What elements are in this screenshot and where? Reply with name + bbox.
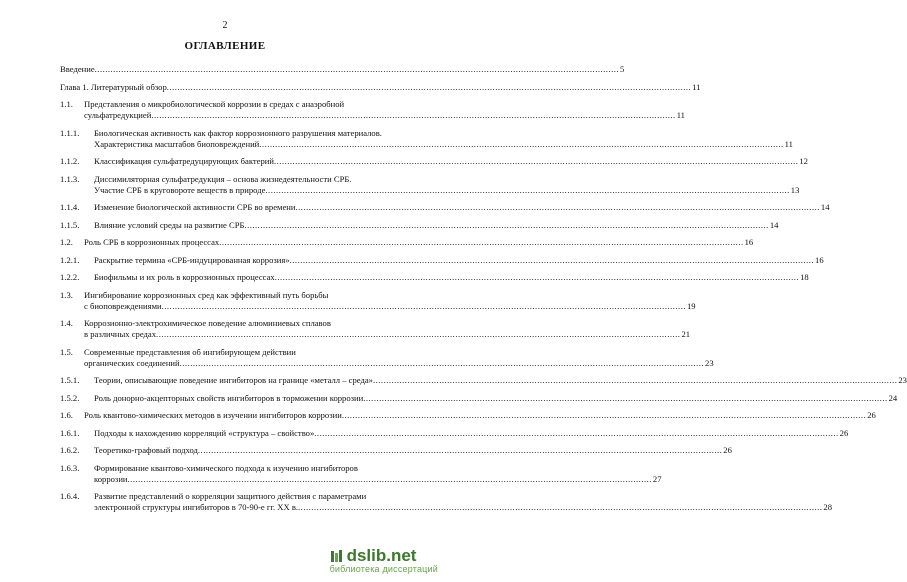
toc-dot-leader — [363, 393, 887, 404]
toc-entry-title: Представления о микробиологической коррозии в средах с анаэробной — [84, 99, 345, 109]
watermark[interactable] — [330, 546, 438, 574]
toc-entry — [60, 127, 793, 150]
toc-entry-title: Участие СРБ в круговороте веществ в природе — [94, 184, 266, 195]
toc-entry-title: электронной структуры ингибиторов в 70-90-е гг. XX в. — [94, 502, 299, 512]
toc-page-number: 26 — [723, 445, 732, 455]
watermark-subtitle: библиотека диссертаций — [329, 564, 438, 574]
toc-entry — [60, 202, 830, 213]
watermark-name: dslib.net — [346, 546, 417, 565]
toc-page-number: 13 — [790, 184, 800, 195]
toc-entry-title: органических соединений — [84, 357, 180, 368]
toc-entry-title: Коррозионно-электрохимическое поведение алюминиевых сплавов — [84, 318, 331, 328]
page-number: 2 — [222, 20, 228, 31]
toc-entry-number: 1.1.5. — [60, 219, 80, 230]
toc-entry-number: 1.1. — [60, 99, 73, 109]
toc-entry-title: коррозии — [94, 473, 128, 484]
toc-entry — [60, 462, 662, 485]
toc-dot-leader — [151, 110, 675, 121]
toc-dot-leader — [162, 301, 686, 312]
toc-entry-title: Характеристика масштабов биоповреждений — [94, 138, 260, 149]
toc-dot-leader — [290, 255, 814, 266]
toc-entry — [60, 64, 625, 75]
toc-entry-number: 1.2. — [60, 237, 73, 247]
toc-entry-title: Развитие представлений о корреляции защитного действия с параметрами — [94, 491, 367, 501]
toc-entry-number: 1.1.1. — [60, 127, 80, 138]
toc-page-number: 11 — [692, 81, 701, 92]
toc-entry-number: 1.5.2. — [60, 392, 80, 403]
toc-entry-title: Подходы к нахождению корреляций «структура – свойство» — [94, 427, 315, 438]
toc-page-number: 28 — [823, 502, 833, 512]
toc-page-number: 11 — [784, 138, 793, 149]
toc-page-number: 18 — [800, 272, 809, 282]
toc-dot-leader — [244, 220, 768, 231]
toc-dot-leader — [274, 156, 798, 167]
dslib-logo-icon — [330, 549, 344, 563]
toc-entry — [60, 99, 685, 121]
toc-entry — [60, 392, 898, 404]
toc-entry-number: 1.5.1. — [60, 375, 80, 385]
toc-entry-number: 1.1.2. — [60, 156, 80, 166]
toc-entry-number: 1.6.4. — [60, 491, 80, 501]
toc-entry-title: Роль СРБ в коррозионных процессах — [84, 237, 220, 247]
toc-dot-leader — [275, 272, 799, 283]
toc-entry — [60, 491, 833, 513]
toc-entry-number: 1.6.3. — [60, 462, 80, 473]
toc-entry-title: Глава 1. Литературный обзор — [60, 81, 167, 92]
toc-entry-title: Влияние условий среды на развитие СРБ — [94, 219, 245, 230]
toc-dot-leader — [314, 428, 838, 439]
toc-entry-title: Роль квантово-химических методов в изучении ингибиторов коррозии — [84, 410, 342, 420]
toc-entry-number: 1.2.1. — [60, 254, 80, 265]
toc-entry-title: Биологическая активность как фактор коррозионного разрушения материалов. — [94, 127, 382, 138]
toc-page-number: 16 — [744, 237, 754, 247]
toc-page-number: 27 — [652, 473, 662, 484]
toc-entry-number: 1.3. — [60, 289, 73, 300]
toc-entry — [60, 173, 800, 196]
toc-entry-title: Диссимиляторная сульфатредукция – основа жизнедеятельности СРБ. — [94, 173, 352, 184]
toc-dot-leader — [373, 375, 897, 386]
toc-dot-leader — [259, 139, 783, 150]
toc-page-number: 26 — [839, 427, 849, 438]
toc-entry-title: Современные представления об ингибирующем действии — [84, 346, 296, 357]
toc-entry-title: сульфатредукцией — [84, 110, 152, 120]
toc-entry-title: Введение — [60, 64, 95, 74]
toc-entry-number: 1.1.4. — [60, 202, 80, 212]
toc-dot-leader — [219, 237, 743, 248]
toc-entry — [60, 375, 907, 386]
table-of-contents — [60, 64, 907, 520]
toc-entry — [60, 272, 809, 283]
toc-entry-number: 1.4. — [60, 318, 73, 328]
toc-entry — [60, 346, 714, 369]
toc-page-number: 23 — [705, 357, 714, 368]
toc-entry — [60, 219, 779, 231]
toc-entry-title: Изменение биологической активности СРБ во времени — [94, 202, 296, 212]
toc-entry — [60, 427, 849, 439]
toc-entry-title: Роль донорно-акцепторных свойств ингибиторов в торможении коррозии — [94, 392, 364, 403]
toc-page-number: 14 — [769, 219, 779, 230]
toc-page-number: 24 — [888, 392, 898, 403]
toc-page-number: 19 — [687, 300, 696, 311]
toc-entry-title: Теории, описывающие поведение ингибиторов на границе «металл – среда» — [94, 375, 373, 385]
toc-page-number: 23 — [898, 375, 907, 385]
toc-dot-leader — [296, 202, 820, 213]
toc-page-number: 11 — [676, 110, 685, 120]
toc-dot-leader — [180, 358, 704, 369]
toc-entry — [60, 156, 808, 167]
toc-dot-leader — [156, 329, 680, 340]
toc-entry-number: 1.6. — [60, 410, 73, 420]
toc-dot-leader — [265, 185, 789, 196]
toc-entry-title: Биофильмы и их роль в коррозионных процессах — [94, 272, 275, 282]
toc-page-number: 5 — [620, 64, 625, 74]
toc-entry-title: Теоретико-графовый подход — [94, 445, 198, 455]
toc-entry — [60, 445, 732, 456]
toc-dot-leader — [128, 474, 652, 485]
page-title: ОГЛАВЛЕНИЕ — [184, 40, 266, 52]
toc-entry-title: с биоповреждениями — [84, 300, 162, 311]
toc-page-number: 16 — [815, 254, 824, 265]
toc-entry-title: Ингибирование коррозионных сред как эффективный путь борьбы — [84, 289, 329, 300]
toc-page-number: 21 — [681, 329, 691, 339]
toc-dot-leader — [95, 64, 619, 75]
toc-dot-leader — [298, 502, 822, 513]
toc-entry-number: 1.5. — [60, 346, 73, 357]
toc-entry-number: 1.2.2. — [60, 272, 80, 282]
toc-entry-number: 1.1.3. — [60, 173, 80, 184]
toc-dot-leader — [342, 410, 866, 421]
toc-entry-title: Формирование квантово-химического подхода к изучению ингибиторов — [94, 462, 358, 473]
toc-dot-leader — [167, 82, 691, 93]
toc-entry — [60, 254, 824, 266]
toc-page-number: 12 — [799, 156, 808, 166]
toc-entry — [60, 318, 691, 340]
toc-entry — [60, 81, 701, 93]
toc-entry-number: 1.6.2. — [60, 445, 80, 455]
toc-entry-number: 1.6.1. — [60, 427, 80, 438]
toc-entry — [60, 410, 876, 421]
toc-entry — [60, 237, 754, 248]
toc-entry-title: Раскрытие термина «СРБ-индуцированная коррозия» — [94, 254, 290, 265]
toc-entry-title: в различных средах — [84, 329, 157, 339]
toc-page-number: 14 — [820, 202, 830, 212]
toc-page-number: 26 — [867, 410, 876, 420]
toc-dot-leader — [198, 445, 722, 456]
toc-entry — [60, 289, 696, 312]
toc-entry-title: Классификация сульфатредуцирующих бактерий — [94, 156, 274, 166]
